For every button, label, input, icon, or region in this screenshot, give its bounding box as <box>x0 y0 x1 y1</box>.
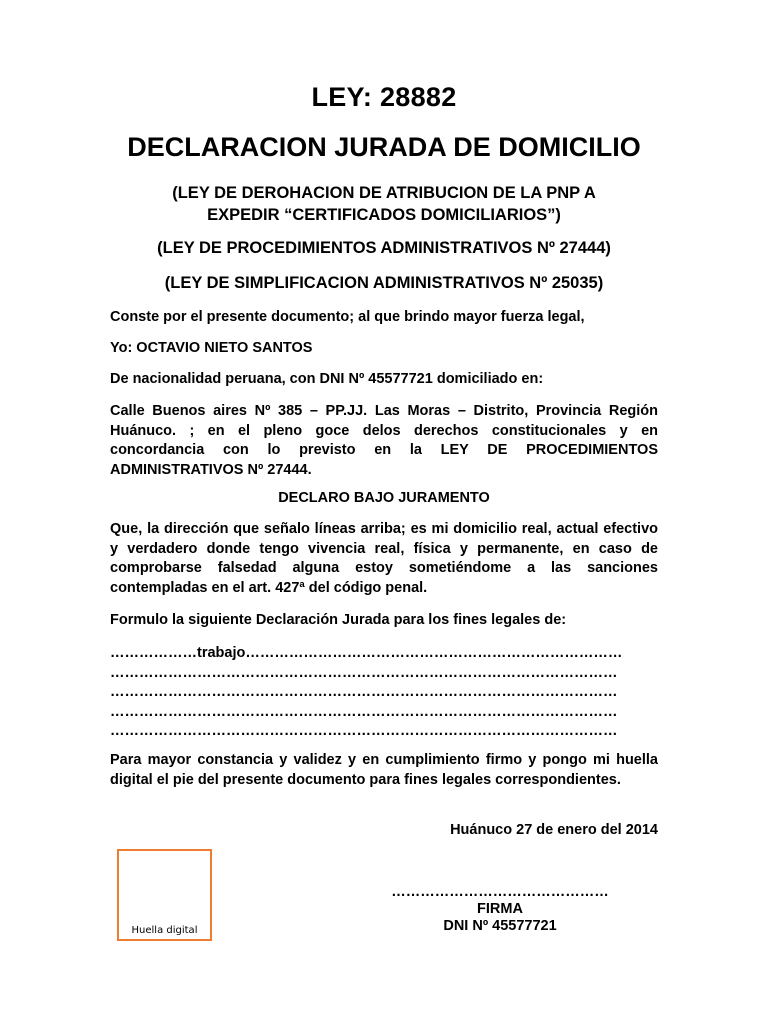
paragraph-constancia: Para mayor constancia y validez y en cumplimiento firmo y pongo mi huella digital el pie del presente documento para fines legales correspondientes. <box>110 752 658 788</box>
purpose-line: …………………………………………………………………………………………… <box>110 664 618 681</box>
purpose-line: ………………trabajo…………………………………………………………………… <box>110 645 623 661</box>
firma-label: FIRMA <box>477 901 523 917</box>
paragraph-declaration: Que, la dirección que señalo líneas arriba; es mi domicilio real, actual efectivo y verdadero donde tengo vivencia real, física y permanente, en caso de comprobarse falsedad alguna estoy sometiéndome a las sanciones contempladas en el art. 427ª del código penal. <box>110 521 658 596</box>
declaro-heading: DECLARO BAJO JURAMENTO <box>278 490 490 506</box>
subtitle-pnp-law-line2: EXPEDIR “CERTIFICADOS DOMICILIARIOS”) <box>207 206 561 224</box>
law-number-heading: LEY: 28882 <box>311 82 457 112</box>
subtitle-pnp-law <box>100 182 668 226</box>
paragraph-declarant-name: Yo: OCTAVIO NIETO SANTOS <box>110 340 313 356</box>
paragraph-formulo: Formulo la siguiente Declaración Jurada para los fines legales de: <box>110 612 567 628</box>
fingerprint-box <box>117 849 212 941</box>
signature-dni: DNI Nº 45577721 <box>443 918 557 934</box>
paragraph-address: Calle Buenos aires Nº 385 – PP.JJ. Las Moras – Distrito, Provincia Región Huánuco. ; en el pleno goce delos derechos constitucionales y en concordancia con lo previsto en la LEY DE PROCEDIMIENTOS ADMINISTRATIVOS Nº 27444. <box>110 403 658 478</box>
signature-line: ……………………………………… <box>391 884 609 900</box>
subtitle-simplificacion-law: (LEY DE SIMPLIFICACION ADMINISTRATIVOS Nº 25035) <box>164 274 604 292</box>
subtitle-pnp-law-line1: (LEY DE DEROHACION DE ATRIBUCION DE LA PNP A <box>172 184 596 202</box>
purpose-line: …………………………………………………………………………………………… <box>110 723 618 739</box>
purpose-line: …………………………………………………………………………………………… <box>110 703 618 720</box>
document-title: DECLARACION JURADA DE DOMICILIO <box>127 132 641 162</box>
subtitle-procedimientos-law: (LEY DE PROCEDIMIENTOS ADMINISTRATIVOS Nº 27444) <box>157 239 611 257</box>
signature-block <box>370 884 630 935</box>
purpose-line: …………………………………………………………………………………………… <box>110 684 618 700</box>
paragraph-conste: Conste por el presente documento; al que brindo mayor fuerza legal, <box>110 309 585 325</box>
fingerprint-label: Huella digital <box>131 925 198 936</box>
paragraph-nacionalidad: De nacionalidad peruana, con DNI Nº 45577721 domiciliado en: <box>110 371 544 387</box>
purpose-fill-lines <box>110 644 658 742</box>
date-place: Huánuco 27 de enero del 2014 <box>450 822 658 838</box>
